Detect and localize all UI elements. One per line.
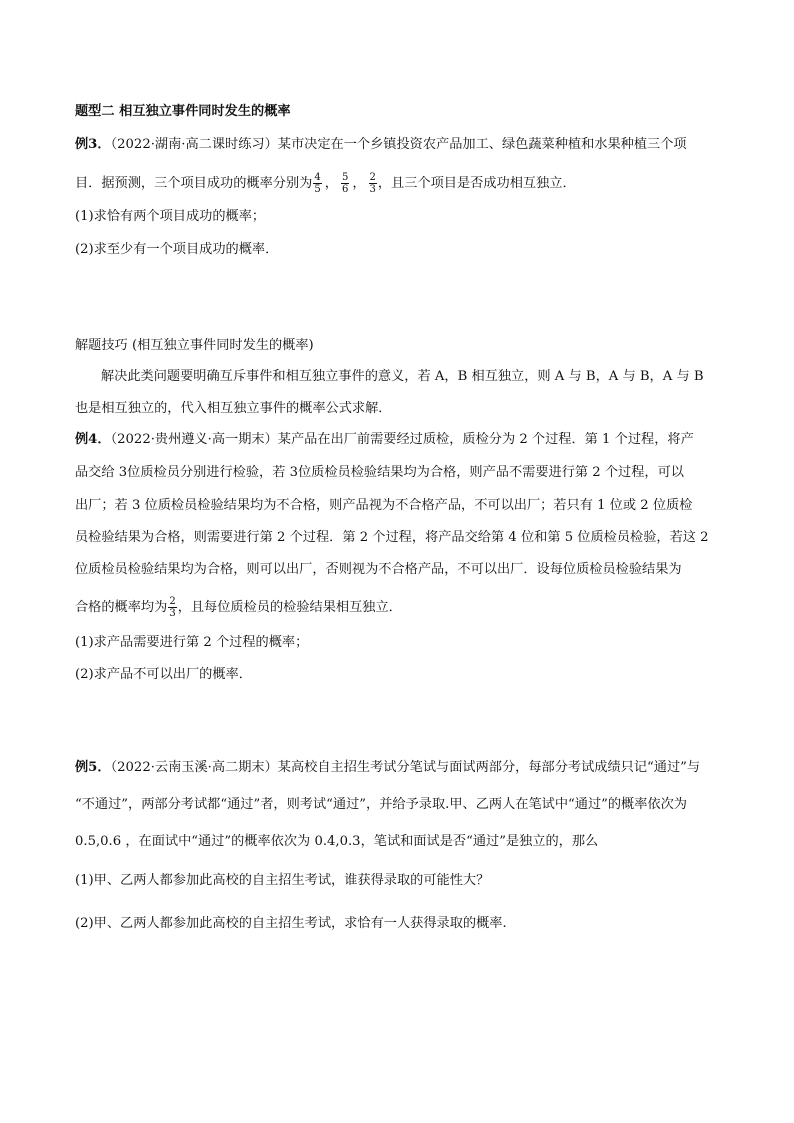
fraction-2-3: $\frac{2}{3}$ (369, 172, 376, 195)
example-4-line-4: 员检验结果为合格，则需要进行第 2 个过程．第 2 个过程，将产品交给第 4 位和第 5 位质检员检验，若这 2 (75, 530, 709, 545)
example-4-line-6 (75, 596, 402, 619)
section-title: 题型二 相互独立事件同时发生的概率 (75, 104, 291, 119)
example-4-text-1: （2022·贵州遵义·高一期末）某产品在出厂前需要经过质检，质检分为 2 个过程．第 1 个过程，将产 (110, 432, 694, 447)
example-5-line-2: “不通过”，两部分考试都“通过”者，则考试“通过”，并给予录取.甲、乙两人在笔试中“通过”的概率依次为 (75, 797, 687, 812)
example-4-line-1 (75, 431, 694, 449)
example-4-text-7: ，且每位质检员的检验结果相互独立． (177, 600, 402, 615)
fraction-2-3: $\frac{2}{3}$ (169, 596, 176, 619)
example-5-line-3: 0.5,0.6 ，在面试中“通过”的概率依次为 0.4,0.3，笔试和面试是否“通过”是独立的，那么 (75, 834, 599, 849)
example-3-question-1: (1)求恰有两个项目成功的概率； (75, 209, 266, 224)
example-5-question-1: (1)甲、乙两人都参加此高校的自主招生考试，谁获得录取的可能性大？ (75, 873, 490, 888)
example-4-line-3: 出厂；若 3 位质检员检验结果均为不合格，则产品视为不合格产品，不可以出厂；若只有 1 位或 2 位质检 (75, 498, 693, 513)
fraction-5-6: $\frac{5}{6}$ (341, 172, 349, 195)
example-4-label: 例4． (75, 432, 111, 447)
example-3-text-1: （2022·湖南·高二课时练习）某市决定在一个乡镇投资农产品加工、绿色蔬菜种植和水果种植三个项 (110, 137, 687, 152)
example-4-question-1: (1)求产品需要进行第 2 个过程的概率； (75, 635, 309, 650)
example-5-label: 例5． (75, 760, 111, 775)
fraction-4-5: $\frac{4}{5}$ (314, 172, 321, 195)
example-5-line-1 (75, 759, 700, 777)
example-5-question-2: (2)甲、乙两人都参加此高校的自主招生考试，求恰有一人获得录取的概率. (75, 916, 507, 931)
example-3-label: 例3． (75, 137, 111, 152)
example-5-text-1: （2022·云南玉溪·高二期末）某高校自主招生考试分笔试与面试两部分，每部分考试成绩只记“通过”与 (110, 760, 701, 775)
example-3-question-2: (2)求至少有一个项目成功的概率． (75, 242, 279, 257)
example-4-line-5: 位质检员检验结果均为合格，则可以出厂，否则视为不合格产品，不可以出厂．设每位质检员检验结果为 (75, 562, 682, 577)
example-3-line-2: 目．据预测，三个项目成功的概率分别为 $\frac{4}{5}$ ， $\frac{5}{6}$ ， $\frac{2}{3}$ ，且三个项目是否成功相互独立． (75, 172, 576, 195)
example-4-line-2: 品交给 3位质检员分别进行检验，若 3位质检员检验结果均为合格，则产品不需要进行第 2 个过程，可以 (75, 465, 684, 480)
example-4-question-2: (2)求产品不可以出厂的概率． (75, 667, 252, 682)
tip-line-2: 也是相互独立的，代入相互独立事件的概率公式求解． (75, 401, 392, 416)
example-3-text-2: 目．据预测，三个项目成功的概率分别为 (75, 176, 313, 191)
example-3-line-1 (75, 136, 687, 154)
tip-title: 解题技巧 (相互独立事件同时发生的概率) (75, 338, 314, 353)
example-4-text-6: 合格的概率均为 (75, 600, 168, 615)
example-3-text-3: ，且三个项目是否成功相互独立． (377, 176, 576, 191)
tip-line-1: 解决此类问题要明确互斥事件和相互独立事件的意义，若 A，B 相互独立，则 A 与 B，A 与 B，A 与 B (101, 369, 704, 384)
